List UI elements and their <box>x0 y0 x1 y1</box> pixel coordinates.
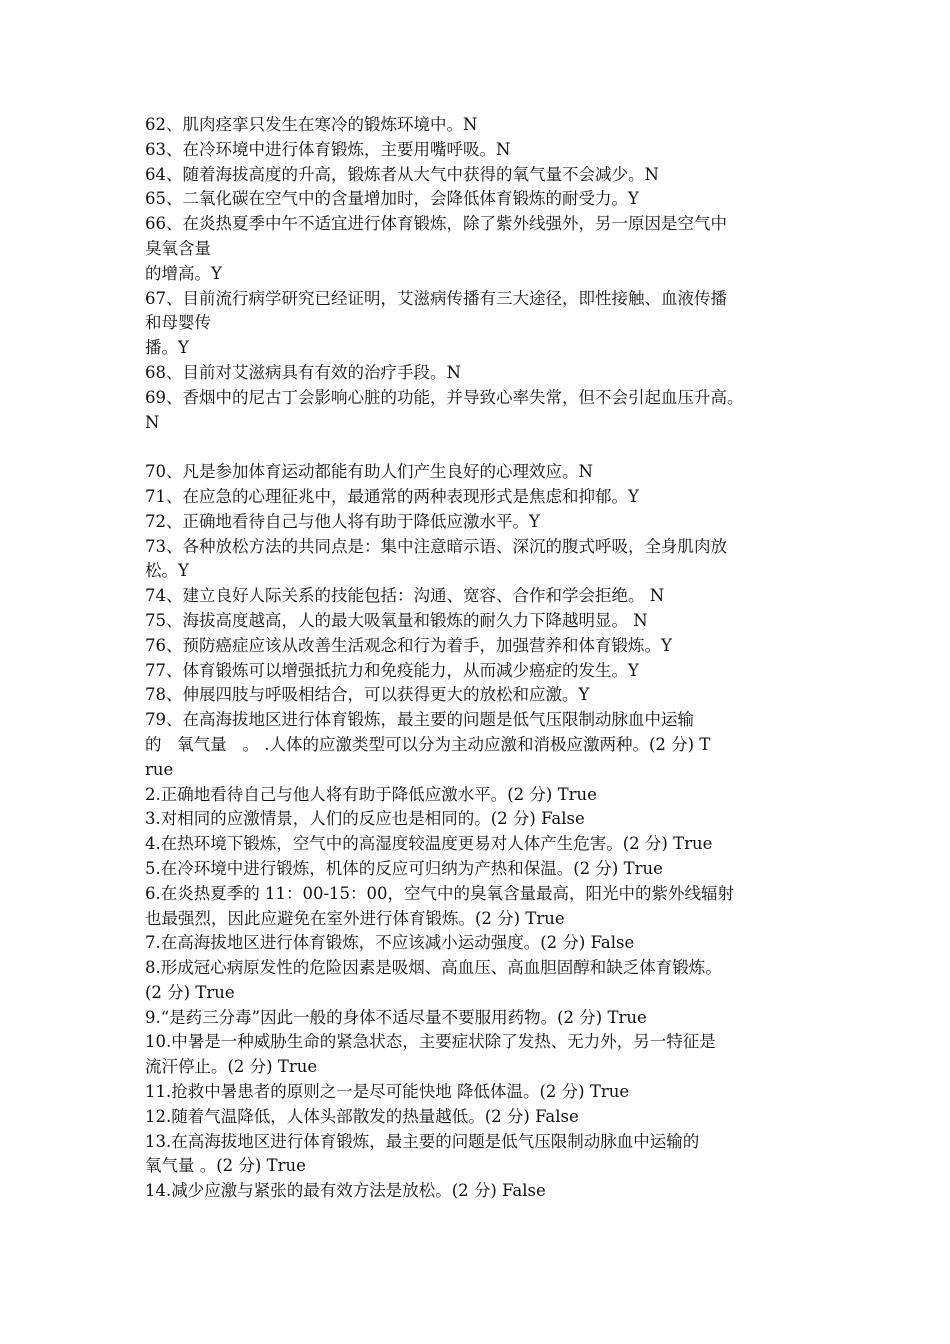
text-line: 3.对相同的应激情景，人们的反应也是相同的。(2 分) False <box>145 809 585 829</box>
text-line: 氧气量 。(2 分) True <box>145 1156 306 1176</box>
text-line: (2 分) True <box>145 982 235 1002</box>
text-line: 62、肌肉痉挛只发生在寒冷的锻炼环境中。N <box>145 115 478 134</box>
text-line: 66、在炎热夏季中午不适宜进行体育锻炼，除了紫外线强外，另一原因是空气中 <box>145 214 727 234</box>
text-line: 6.在炎热夏季的 11：00-15：00，空气中的臭氧含量最高，阳光中的紫外线辐射 <box>145 883 735 903</box>
text-line: 72、正确地看待自己与他人将有助于降低应激水平。Y <box>145 511 540 531</box>
text-line: 79、在高海拔地区进行体育锻炼，最主要的问题是低气压限制动脉血中运输 <box>145 710 694 730</box>
text-line: 10.中暑是一种威胁生命的紧急状态，主要症状除了发热、无力外，另一特征是 <box>145 1032 716 1052</box>
text-line: 73、各种放松方法的共同点是：集中注意暗示语、深沉的腹式呼吸，全身肌肉放 <box>145 536 727 556</box>
text-lines <box>145 113 815 1204</box>
blank-line <box>145 435 815 460</box>
text-line: 臭氧含量 <box>145 238 211 258</box>
text-line: rue <box>145 759 174 779</box>
text-line: 9.“是药三分毒”因此一般的身体不适尽量不要服用药物。(2 分) True <box>145 1007 647 1027</box>
text-line: 播。Y <box>145 338 189 358</box>
text-line: 64、随着海拔高度的升高，锻炼者从大气中获得的氧气量不会减少。N <box>145 164 659 184</box>
text-line: 的增高。Y <box>145 263 222 283</box>
text-line: 4.在热环境下锻炼，空气中的高湿度较温度更易对人体产生危害。(2 分) True <box>145 834 713 854</box>
text-line: 2.正确地看待自己与他人将有助于降低应激水平。(2 分) True <box>145 784 597 804</box>
text-line: 63、在冷环境中进行体育锻炼，主要用嘴呼吸。N <box>145 139 511 159</box>
text-line: 71、在应急的心理征兆中，最通常的两种表现形式是焦虑和抑郁。Y <box>145 486 639 506</box>
document-body <box>145 113 815 1204</box>
text-line: 69、香烟中的尼古丁会影响心脏的功能，并导致心率失常，但不会引起血压升高。 <box>145 387 744 407</box>
text-line: 5.在冷环境中进行锻炼，机体的反应可归纳为产热和保温。(2 分) True <box>145 858 663 878</box>
text-line: 74、建立良好人际关系的技能包括：沟通、宽容、合作和学会拒绝。 N <box>145 586 665 606</box>
text-line: 也最强烈，因此应避免在室外进行体育锻炼。(2 分) True <box>145 908 565 928</box>
text-line: 松。Y <box>145 561 189 581</box>
text-line: 14.减少应激与紧张的最有效方法是放松。(2 分) False <box>145 1181 546 1201</box>
text-line: 的 氧气量 。 .人体的应激类型可以分为主动应激和消极应激两种。(2 分) T <box>145 734 711 754</box>
text-line: 和母婴传 <box>145 313 211 333</box>
text-line: 75、海拔高度越高，人的最大吸氧量和锻炼的耐久力下降越明显。 N <box>145 610 648 630</box>
text-line: 78、伸展四肢与呼吸相结合，可以获得更大的放松和应激。Y <box>145 685 590 705</box>
text-line: 77、体育锻炼可以增强抵抗力和免疫能力，从而减少癌症的发生。Y <box>145 660 639 680</box>
text-line: 76、预防癌症应该从改善生活观念和行为着手，加强营养和体育锻炼。Y <box>145 635 672 655</box>
text-line: 13.在高海拔地区进行体育锻炼，最主要的问题是低气压限制动脉血中运输的 <box>145 1131 700 1151</box>
text-line: 流汗停止。(2 分) True <box>145 1057 318 1077</box>
text-line: 65、二氧化碳在空气中的含量增加时，会降低体育锻炼的耐受力。Y <box>145 189 639 209</box>
text-line: 11.抢救中暑患者的原则之一是尽可能快地 降低体温。(2 分) True <box>145 1082 630 1102</box>
text-line: 12.随着气温降低，人体头部散发的热量越低。(2 分) False <box>145 1106 579 1126</box>
text-line: 68、目前对艾滋病具有有效的治疗手段。N <box>145 362 461 382</box>
text-line: 7.在高海拔地区进行体育锻炼，不应该减小运动强度。(2 分) False <box>145 933 635 953</box>
text-line: 8.形成冠心病原发性的危险因素是吸烟、高血压、高血胆固醇和缺乏体育锻炼。 <box>145 958 722 978</box>
text-line: 67、目前流行病学研究已经证明，艾滋病传播有三大途径，即性接触、血液传播 <box>145 288 727 308</box>
text-line: 70、凡是参加体育运动都能有助人们产生良好的心理效应。N <box>145 462 593 482</box>
text-line: N <box>145 412 160 432</box>
